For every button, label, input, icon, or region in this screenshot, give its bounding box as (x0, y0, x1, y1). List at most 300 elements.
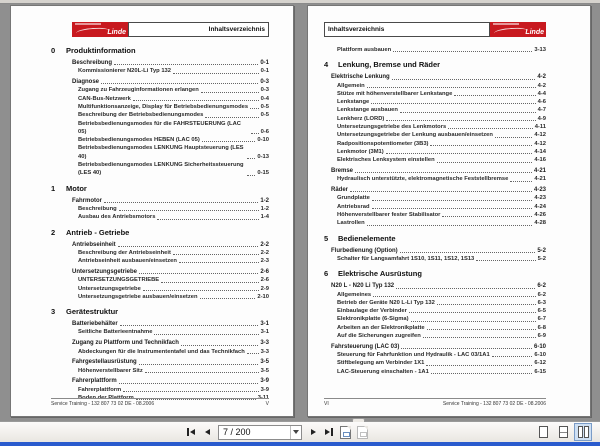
dot-leader (119, 383, 259, 384)
toc-entry-label: Beschreibung der Antriebseinheit (78, 249, 171, 256)
last-page-button[interactable] (322, 424, 336, 441)
dot-leader (492, 356, 533, 357)
toc-section-heading (324, 269, 546, 279)
dot-leader (423, 337, 536, 338)
toc-list (324, 46, 546, 376)
page-header (72, 22, 269, 37)
toc-entry-label: Beschreibung (78, 205, 117, 212)
dot-leader (367, 225, 533, 226)
dot-leader (372, 208, 533, 209)
section-number: 5 (324, 233, 329, 243)
taskbar-edge (0, 442, 600, 446)
toc-entry-label: Lenkstange ausbauen (337, 107, 398, 114)
section-number: 2 (51, 227, 56, 237)
toc-entry-page: 3-3 (260, 348, 269, 355)
toc-entry-label: Grundplatte (337, 195, 370, 202)
dot-leader (409, 312, 536, 313)
toc-entry (72, 320, 269, 328)
next-page-button[interactable] (306, 424, 320, 441)
dot-leader (247, 353, 259, 354)
toc-entry-label: Allgemein (337, 82, 365, 89)
toc-entry-page: 6-10 (533, 343, 546, 350)
toc-entry-label: Fahrsteuerung (LAC 03) (331, 343, 400, 350)
toc-entry-label: Bremse (331, 168, 354, 175)
toc-entry (337, 332, 546, 340)
toc-list (51, 46, 269, 402)
toc-entry-label: Lastrollen (337, 220, 365, 227)
dot-leader (101, 83, 258, 84)
dot-leader (454, 95, 535, 96)
toc-entry-label: Arbeiten an der Elektronikplatte (337, 324, 425, 331)
toc-entry-label: Schalter für Langsamfahrt 1S10, 1S11, 1S12, 1S13 (337, 255, 475, 262)
toc-entry-page: 4-16 (534, 157, 546, 164)
toc-entry-page: 0-3 (260, 79, 269, 86)
dot-leader (202, 141, 256, 142)
toc-entry-page: 0-6 (260, 128, 269, 135)
toc-entry-label: Diagnose (72, 79, 100, 86)
section-number: 6 (324, 269, 329, 279)
toc-entry (337, 123, 546, 131)
toc-section-heading (51, 184, 269, 194)
toc-entry-page: 3-9 (260, 378, 269, 385)
toc-entry (78, 103, 269, 111)
toc-entry-page: 3-11 (257, 395, 269, 401)
toc-entry-label: Elektrische Lenkung (331, 74, 390, 81)
section-title: Gerätestruktur (66, 307, 119, 317)
toc-entry (78, 111, 269, 119)
chevron-down-icon (293, 430, 299, 434)
footer-page-number: V (265, 401, 269, 407)
toc-entry (337, 106, 546, 114)
toc-entry (72, 358, 269, 366)
toc-entry (337, 299, 546, 307)
toc-entry (78, 161, 269, 178)
toc-entry (337, 90, 546, 98)
toc-entry (78, 348, 269, 356)
toc-entry-page: 0-1 (260, 60, 269, 66)
toc-entry-page: 2-2 (260, 241, 269, 248)
section-title: Antrieb - Getriebe (66, 227, 130, 237)
dot-leader (427, 329, 536, 330)
page-header (324, 22, 546, 37)
toc-entry-page: 4-12 (534, 132, 546, 139)
previous-page-button[interactable] (200, 424, 214, 441)
toc-entry-label: UNTERSETZUNGSGETRIEBE (78, 277, 160, 284)
toc-entry-label: Fahrgestellausrüstung (72, 359, 137, 366)
toc-entry-label: Antriebseinheit (72, 241, 116, 248)
first-page-button[interactable] (184, 424, 198, 441)
toc-entry-label: Flurbedienung (Option) (331, 247, 398, 254)
toc-entry-label: Radpositionspotentiometer (3B3) (337, 140, 429, 147)
dot-leader (181, 345, 258, 346)
single-page-icon (539, 426, 548, 438)
linde-logo (490, 22, 546, 37)
toc-entry (78, 120, 269, 137)
toc-entry (331, 247, 546, 255)
toc-entry-page: 6-8 (537, 324, 546, 331)
toc-entry-page: 4-26 (534, 212, 546, 219)
page-left (10, 5, 294, 417)
toc-entry-page: 6-2 (537, 283, 546, 290)
next-view-button[interactable] (357, 426, 368, 439)
toc-entry-page: 2-2 (260, 249, 269, 256)
toc-entry (78, 249, 269, 257)
dot-leader (392, 79, 536, 80)
toc-entry-label: Beschreibung der Betriebsbedienungsmodes (78, 112, 204, 119)
dot-leader (133, 100, 259, 101)
toc-entry (337, 359, 546, 367)
page-dropdown-button[interactable] (290, 426, 301, 439)
dot-leader (350, 191, 532, 192)
dot-leader (372, 200, 533, 201)
toc-entry-label: Untersetzungsgetriebe ausbauen/einsetzen (78, 293, 198, 300)
page-footer (51, 398, 269, 407)
toc-entry-page: 3-9 (260, 386, 269, 393)
page-number-field[interactable] (218, 425, 302, 440)
toc-entry (78, 328, 269, 336)
last-page-icon (325, 429, 330, 435)
toc-entry-page: 0-1 (260, 68, 269, 75)
toc-entry-page: 2-6 (260, 277, 269, 284)
toc-entry (78, 205, 269, 213)
header-title: Inhaltsverzeichnis (128, 22, 269, 37)
toc-entry-page: 4-2 (537, 82, 546, 89)
toc-entry (78, 213, 269, 221)
dot-leader (247, 158, 255, 159)
toc-section-heading (51, 46, 269, 56)
dot-leader (179, 262, 259, 263)
dot-leader (173, 254, 259, 255)
dot-leader (437, 304, 536, 305)
dot-leader (154, 334, 258, 335)
page-right (307, 5, 591, 417)
logo-swoosh (76, 27, 110, 37)
toc-entry (331, 167, 546, 175)
toc-entry-label: Untersetzungsgetriebe (72, 268, 138, 275)
toc-entry-label: Lenkherz (LORD) (337, 115, 385, 122)
toc-entry-page: 0-10 (257, 137, 269, 144)
toc-entry (337, 219, 546, 227)
section-title: Lenkung, Bremse und Räder (338, 60, 441, 70)
dot-leader (510, 181, 532, 182)
toc-entry-label: Einbaulage der Verbinder (337, 308, 407, 315)
dot-leader (431, 373, 533, 374)
toc-entry-label: Höhenverstellbarer fester Stabilisator (337, 212, 441, 219)
toc-entry (78, 367, 269, 375)
toc-entry-page: 4-12 (534, 140, 546, 147)
toc-entry-page: 4-6 (537, 99, 546, 106)
section-title: Produktinformation (66, 46, 136, 55)
dot-leader (157, 219, 258, 220)
facing-pages-layout-button[interactable] (574, 423, 592, 441)
toc-entry-page: 3-5 (260, 359, 269, 366)
dot-leader (400, 252, 536, 253)
toc-entry-page: 6-15 (534, 368, 546, 375)
toc-entry-label: Räder (331, 187, 349, 194)
logo-text: Linde (107, 29, 126, 36)
toc-entry-page: 6-3 (537, 299, 546, 306)
toc-entry (331, 343, 546, 351)
toc-entry-label: Fahrerplattform (78, 386, 122, 393)
toc-entry (78, 386, 269, 394)
dot-leader (114, 64, 258, 65)
toc-entry (72, 241, 269, 249)
toc-entry-page: 0-15 (257, 170, 269, 177)
toc-entry-page: 4-21 (534, 176, 546, 183)
dot-leader (355, 172, 532, 173)
toc-entry-label: N20 L - N20 Li Typ 132 (331, 283, 395, 290)
dot-leader (430, 145, 532, 146)
dot-leader (145, 372, 259, 373)
toc-entry-page: 1-2 (260, 197, 269, 204)
toc-entry (337, 255, 546, 263)
toc-entry-page: 1-2 (260, 205, 269, 212)
toc-entry-label: Untersetzungsgetriebe (78, 285, 141, 292)
toc-entry-label: Höhenverstellbarer Sitz (78, 367, 143, 374)
toc-entry (72, 339, 269, 347)
dot-leader (139, 273, 258, 274)
linde-logo (72, 22, 128, 37)
dot-leader (123, 391, 258, 392)
previous-view-button[interactable] (340, 426, 351, 439)
toc-entry-label: Fahrerplattform (72, 378, 117, 385)
dot-leader (173, 73, 259, 74)
toc-entry-page: 6-5 (537, 308, 546, 315)
toc-entry-page: 3-5 (260, 367, 269, 374)
toc-entry (72, 268, 269, 276)
toc-entry-label: Untersetzungsgetriebe der Lenkung ausbauen/einsetzen (337, 132, 493, 139)
toc-entry-page: 0-4 (260, 95, 269, 102)
toc-entry-page: 4-2 (537, 74, 546, 81)
toc-entry-page: 5-2 (537, 247, 546, 254)
toolbar-gripper[interactable] (352, 418, 365, 422)
dot-leader (400, 112, 536, 113)
toc-section-heading (324, 60, 546, 70)
toc-entry (337, 211, 546, 219)
dot-leader (437, 162, 533, 163)
toc-entry (78, 293, 269, 301)
toc-entry-label: LAC-Steuerung einschalten - 1A1 (337, 368, 429, 375)
toc-entry-page: 0-5 (260, 112, 269, 119)
section-title: Elektrische Ausrüstung (338, 269, 422, 279)
toc-entry-page: 4-14 (534, 148, 546, 155)
toc-entry-page: 4-7 (537, 107, 546, 114)
toc-entry (72, 377, 269, 385)
section-number: 3 (51, 307, 56, 317)
dot-leader (139, 364, 259, 365)
toc-entry-label: Fahrmotor (72, 197, 102, 204)
toc-entry-page: 3-1 (260, 321, 269, 328)
toc-entry-page: 3-1 (260, 329, 269, 336)
toc-entry-page: 4-23 (534, 195, 546, 202)
toc-entry-page: 2-6 (260, 268, 269, 275)
toc-entry (337, 148, 546, 156)
dot-leader (200, 298, 256, 299)
section-number: 4 (324, 60, 329, 70)
toc-entry-page: 6-7 (537, 316, 546, 323)
dot-leader (120, 325, 259, 326)
logo-swoosh (494, 27, 528, 37)
toc-entry-page: 2-3 (260, 258, 269, 265)
toc-entry-label: Stütze mit höhenverstellbarer Lenkstange (337, 90, 453, 97)
toc-entry-page: 6-2 (537, 291, 546, 298)
toc-entry (337, 291, 546, 299)
toc-entry-page: 3-13 (534, 47, 546, 53)
toc-entry-label: Seitliche Batterieentnahme (78, 329, 153, 336)
toc-entry (337, 98, 546, 106)
toc-entry-label: Auf die Sicherungen zugreifen (337, 333, 421, 340)
single-page-layout-button[interactable] (534, 423, 552, 441)
dot-leader (448, 128, 533, 129)
toc-entry (337, 203, 546, 211)
toc-entry-page: 2-10 (257, 293, 269, 300)
toc-entry-page: 0-3 (260, 87, 269, 94)
toc-entry-label: Plattform ausbauen (337, 47, 392, 53)
toc-section-heading (51, 307, 269, 317)
toc-entry-label: Steuerung für Fahrfunktion und Hydraulik - LAC 03/1A1 (337, 352, 490, 359)
dot-leader (386, 153, 533, 154)
toc-entry-label: Betrieb der Geräte N20 L-Li Typ 132 (337, 299, 435, 306)
dot-leader (201, 92, 259, 93)
toc-entry-label: Untersetzungsgetriebe des Lenkmotors (337, 124, 447, 131)
dot-leader (426, 365, 532, 366)
dot-leader (104, 202, 258, 203)
dot-leader (393, 51, 532, 52)
toc-entry-label: Antriebseinheit ausbauen/einsetzen (78, 258, 177, 265)
toc-entry-page: 6-9 (537, 333, 546, 340)
toc-entry-label: Kommissionierer N20L-Li Typ 132 (78, 68, 171, 75)
toc-entry-page: 4-23 (533, 187, 546, 194)
dot-leader (476, 260, 535, 261)
toc-entry (337, 156, 546, 164)
toc-entry (78, 95, 269, 103)
dot-leader (250, 108, 259, 109)
toc-entry (337, 115, 546, 123)
dot-leader (495, 137, 532, 138)
toc-entry (78, 136, 269, 144)
dot-leader (386, 120, 535, 121)
toc-entry-label: Zugang zu Fahrzeuginformationen erlangen (78, 87, 199, 94)
toc-entry-label: Beschreibung (72, 60, 113, 66)
toc-section-heading (324, 234, 546, 244)
page-number-value[interactable]: 7 / 200 (223, 427, 251, 437)
toc-entry-label: Zugang zu Plattform und Technikfach (72, 340, 179, 347)
toc-entry (337, 368, 546, 376)
previous-page-icon (205, 429, 210, 435)
dot-leader (205, 117, 258, 118)
toc-entry-page: 4-4 (537, 90, 546, 97)
toc-entry-page: 6-12 (534, 360, 546, 367)
dot-leader (251, 133, 259, 134)
toc-entry-label: Allgemeines (337, 291, 372, 298)
toc-entry (337, 307, 546, 315)
toc-entry (331, 186, 546, 194)
next-page-icon (311, 429, 316, 435)
toc-entry-label: Betriebsbedienungsmodes für die FAHRSTEUERUNG (LAC 05) (78, 120, 241, 135)
facing-pages-icon (578, 426, 583, 438)
navigation-toolbar (0, 421, 600, 442)
toc-entry-label: Antriebsrad (337, 203, 370, 210)
toc-entry-label: Betriebsbedienungsmodes HEBEN (LAC 05) (78, 137, 200, 144)
dot-leader (373, 296, 535, 297)
logo-tagline (75, 23, 101, 25)
toc-entry (72, 197, 269, 205)
dot-leader (119, 210, 259, 211)
dot-leader (367, 87, 536, 88)
footer-page-number: VI (324, 401, 329, 407)
toc-entry (337, 315, 546, 323)
toc-entry-page: 4-24 (534, 203, 546, 210)
first-page-icon (187, 428, 189, 436)
toc-entry (78, 144, 269, 161)
dot-leader (143, 290, 259, 291)
dot-leader (396, 288, 535, 289)
logo-text: Linde (525, 29, 544, 36)
toc-entry (78, 285, 269, 293)
toc-entry-label: Betriebsbedienungsmodes LENKUNG Sicherheitssteuerung (LES 40) (78, 162, 244, 177)
toc-entry-page: 6-10 (534, 352, 546, 359)
toc-entry-page: 5-2 (537, 255, 546, 262)
toc-entry-page: 0-5 (260, 103, 269, 110)
toc-entry-page: 3-3 (260, 340, 269, 347)
footer-doc-ref: Service Training - 132 807 73 02 DE - 08.2006 (51, 401, 155, 407)
toc-entry-label: Ausbau des Antriebsmotors (78, 214, 156, 221)
continuous-layout-icon (559, 426, 568, 438)
toc-entry (337, 82, 546, 90)
toc-entry-label: Hydraulisch unterstützte, elektromagnetische Feststellbremse (337, 176, 509, 183)
toc-entry-label: Batteriebehälter (72, 321, 118, 328)
toc-entry-page: 4-21 (533, 168, 546, 175)
toc-entry (337, 175, 546, 183)
page-footer (324, 398, 546, 407)
dot-leader (161, 282, 258, 283)
toc-entry (337, 140, 546, 148)
toc-entry (331, 282, 546, 290)
toc-entry (78, 86, 269, 94)
dot-leader (118, 246, 259, 247)
toc-entry-page: 4-11 (534, 124, 546, 131)
dot-leader (411, 321, 536, 322)
toc-entry (337, 131, 546, 139)
toc-entry-label: Stiftbelegung am Verbinder 1X1 (337, 360, 425, 367)
toc-entry-page: 1-4 (260, 214, 269, 221)
toc-entry (337, 46, 546, 54)
section-title: Bedienelemente (338, 233, 396, 243)
toc-entry-page: 4-9 (537, 115, 546, 122)
footer-doc-ref: Service Training - 132 807 73 02 DE - 08.2006 (442, 401, 546, 407)
toc-entry (78, 67, 269, 75)
continuous-layout-button[interactable] (554, 423, 572, 441)
toc-entry (331, 73, 546, 81)
toc-entry-label: CAN-Bus-Netzwerk (78, 95, 131, 102)
section-title: Motor (66, 183, 87, 193)
toc-entry-page: 2-9 (260, 285, 269, 292)
toc-entry (78, 257, 269, 265)
toc-entry (337, 194, 546, 202)
toc-entry-page: 4-28 (534, 220, 546, 227)
document-canvas (0, 4, 600, 421)
toc-entry-label: Multifunktionsanzeige, Display für Betriebsbedienungsmodes (78, 103, 249, 110)
toc-section-heading (51, 228, 269, 238)
page-layout-group (532, 423, 592, 441)
toc-entry-label: Abdeckungen für die Instrumententafel und das Technikfach (78, 348, 245, 355)
section-number: 1 (51, 183, 56, 193)
toc-entry (72, 78, 269, 86)
dot-leader (371, 103, 535, 104)
header-title: Inhaltsverzeichnis (324, 22, 490, 37)
toc-entry-page: 0-13 (257, 153, 269, 160)
dot-leader (247, 175, 255, 176)
